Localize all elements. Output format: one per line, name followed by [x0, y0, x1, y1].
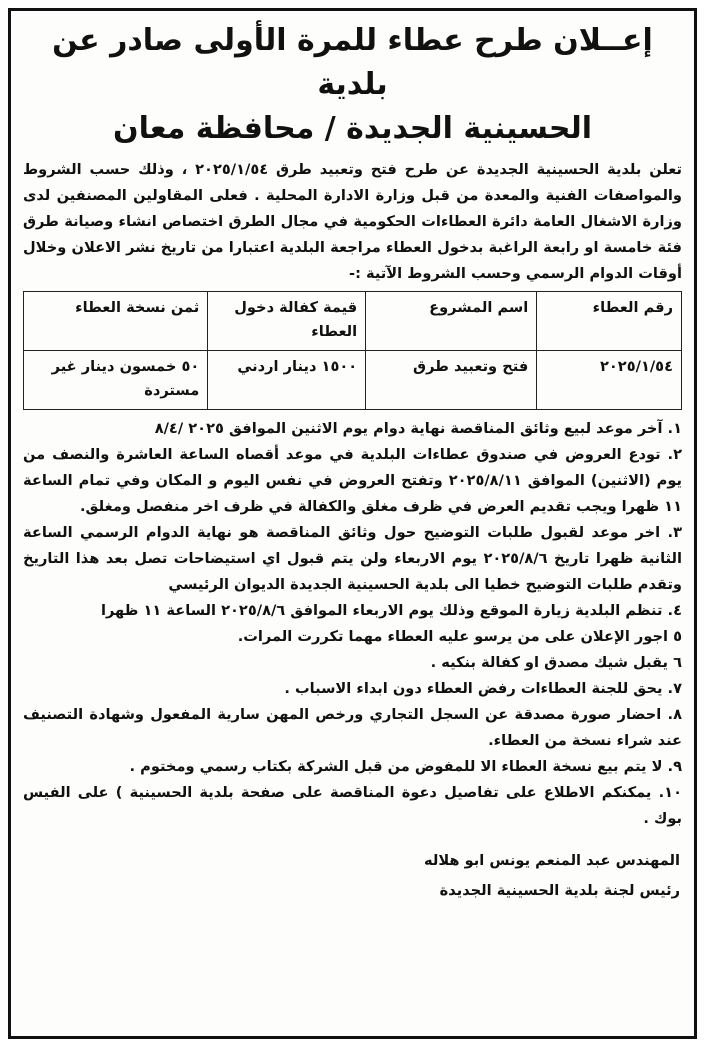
cell-bid-bond: ١٥٠٠ دينار اردني — [208, 351, 366, 410]
condition-item: ١. آخر موعد لبيع وثائق المناقصة نهاية دوام يوم الاثنين الموافق ٢٠٢٥ /٨/٤ — [154, 420, 682, 437]
signature-block — [23, 846, 682, 906]
tender-table — [23, 291, 682, 410]
condition-item: ١٠. يمكنكم الاطلاع على تفاصيل دعوة المناقصة على صفحة بلدية الحسينية ) على الفيس بوك . — [23, 784, 682, 827]
signatory-name: المهندس عبد المنعم يونس ابو هلاله — [424, 852, 680, 869]
announcement-title — [23, 19, 682, 151]
header-bid-bond: قيمة كفالة دخول العطاء — [208, 292, 366, 351]
header-tender-number: رقم العطاء — [537, 292, 682, 351]
intro-paragraph: تعلن بلدية الحسينية الجديدة عن طرح فتح وتعبيد طرق ٢٠٢٥/١/٥٤ ، وذلك حسب الشروط والمواصفات الفنية والمعدة من قبل وزارة الادارة المحلية . فعلى المقاولين المصنفين لدى وزارة الاشغال العامة دائرة العطاءات الحكومية في مجال الطرق اختصاص انشاء وصيانة طرق فئة خامسة او رابعة الراغبة بدخول العطاء مراجعة البلدية اعتبارا من تاريخ نشر الاعلان وخلال أوقات الدوام الرسمي وحسب الشروط الآتية :- — [23, 161, 682, 282]
title-line-2: الحسينية الجديدة / محافظة معان — [112, 111, 593, 146]
cell-project-name: فتح وتعبيد طرق — [366, 351, 537, 410]
condition-item: ٥ اجور الإعلان على من يرسو عليه العطاء مهما تكررت المرات. — [237, 628, 682, 645]
header-copy-price: ثمن نسخة العطاء — [24, 292, 208, 351]
condition-item: ٣. اخر موعد لقبول طلبات التوضيح حول وثائق المناقصة هو نهاية الدوام الرسمي الساعة الثانية ظهرا تاريخ ٢٠٢٥/٨/٦ يوم الاربعاء ولن يتم قبول اي استيضاحات تصل بعد هذا التاريخ وتقدم طلبات التوضيح خطيا الى بلدية الحسينية الجديدة الديوان الرئيسي — [23, 524, 682, 593]
cell-tender-number: ٢٠٢٥/١/٥٤ — [537, 351, 682, 410]
condition-item: ٩. لا يتم بيع نسخة العطاء الا للمفوض من قبل الشركة بكتاب رسمي ومختوم . — [129, 758, 682, 775]
condition-item: ٦ يقبل شيك مصدق او كفالة بنكيه . — [430, 654, 682, 671]
title-line-1: إعــلان طرح عطاء للمرة الأولى صادر عن بلدية — [52, 23, 653, 102]
table-header-row — [24, 292, 682, 351]
condition-item: ٧. يحق للجنة العطاءات رفض العطاء دون ابداء الاسباب . — [284, 680, 682, 697]
condition-item: ٨. احضار صورة مصدقة عن السجل التجاري ورخص المهن سارية المفعول وشهادة التصنيف عند شراء نسخة من العطاء. — [23, 706, 682, 749]
condition-item: ٢. تودع العروض في صندوق عطاءات البلدية في موعد أقصاه الساعة العاشرة والنصف من يوم (الاثنين) الموافق ٢٠٢٥/٨/١١ وتفتح العروض في نفس اليوم و المكان وفي تمام الساعة ١١ ظهرا ويجب تقديم العرض في ظرف مغلق والكفالة في ظرف اخر منفصل ومغلق. — [23, 446, 682, 515]
cell-copy-price: ٥٠ خمسون دينار غير مستردة — [24, 351, 208, 410]
table-row — [24, 351, 682, 410]
signatory-role: رئيس لجنة بلدية الحسينية الجديدة — [439, 882, 680, 899]
condition-item: ٤. تنظم البلدية زيارة الموقع وذلك يوم الاربعاء الموافق ٢٠٢٥/٨/٦ الساعة ١١ ظهرا — [100, 602, 682, 619]
announcement-page — [8, 8, 697, 1039]
conditions-list — [23, 416, 682, 832]
header-project-name: اسم المشروع — [366, 292, 537, 351]
